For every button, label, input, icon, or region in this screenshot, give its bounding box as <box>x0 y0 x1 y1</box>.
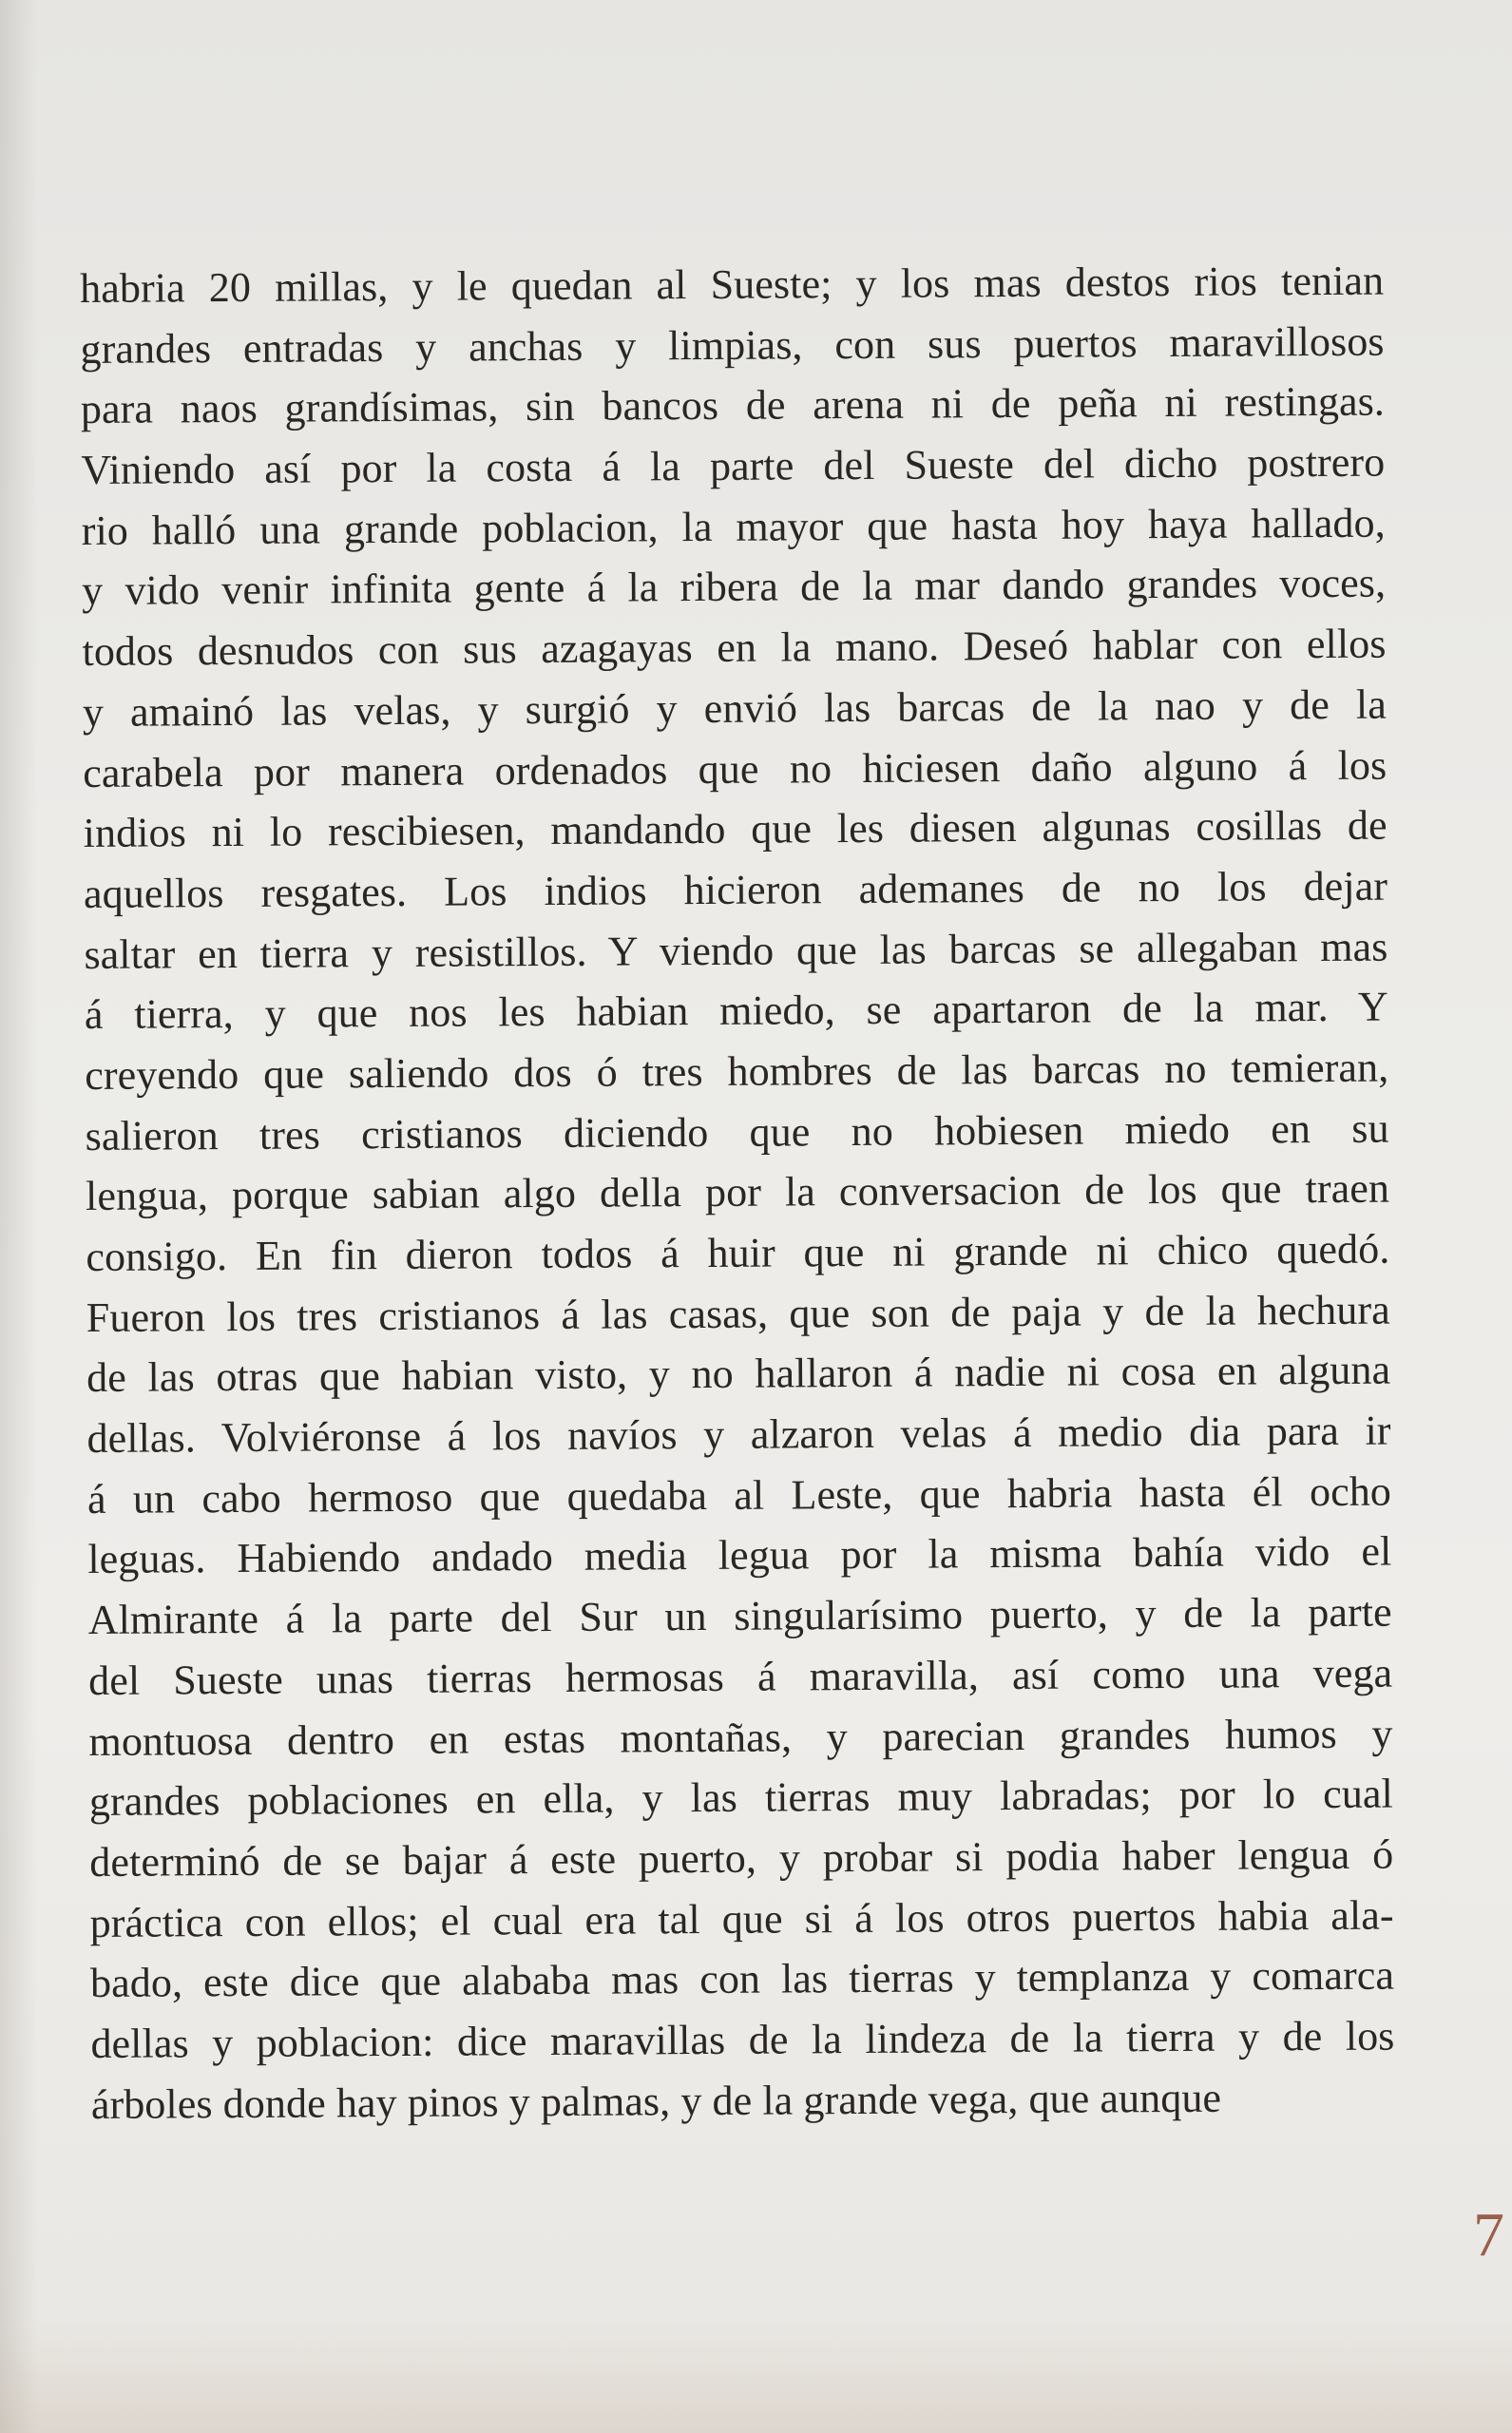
text-line: y vido venir infinita gente á la ribera de la mar dando grandes voces, <box>81 560 1387 615</box>
text-line: determinó de se bajar á este puerto, y probar si podia haber lengua ó <box>89 1830 1394 1886</box>
text-line: grandes entradas y anchas y limpias, con sus puertos maravillosos <box>80 317 1385 373</box>
text-line: creyendo que saliendo dos ó tres hombres de las barcas no temieran, <box>85 1044 1389 1099</box>
text-line: dellas y poblacion: dice maravillas de la lindeza de la tierra y de los <box>90 2012 1395 2067</box>
text-line: práctica con ellos; el cual era tal que si á los otros puertos habia ala- <box>89 1891 1394 1946</box>
text-line: salieron tres cristianos diciendo que no hobiesen miedo en su <box>85 1104 1389 1159</box>
text-line: todos desnudos con sus azagayas en la mano. Deseó hablar con ellos <box>82 620 1387 676</box>
text-line: grandes poblaciones en ella, y las tierras muy labradas; por lo cual <box>88 1770 1394 1826</box>
text-line: bado, este dice que alababa mas con las tierras y templanza y comarca <box>89 1951 1395 2007</box>
text-line: para naos grandísimas, sin bancos de arena ni de peña ni restingas. <box>80 377 1386 433</box>
text-line: Fueron los tres cristianos á las casas, que son de paja y de la hechura <box>86 1286 1390 1341</box>
text-line: rio halló una grande poblacion, la mayor que hasta hoy haya hallado, <box>81 499 1386 554</box>
text-line: leguas. Habiendo andado media legua por la misma bahía vido el <box>87 1528 1392 1583</box>
text-line: y amainó las velas, y surgió y envió las barcas de la nao y de la <box>82 680 1388 736</box>
text-line: montuosa dentro en estas montañas, y parecian grandes humos y <box>88 1710 1393 1765</box>
text-line: del Sueste unas tierras hermosas á maravilla, así como una vega <box>87 1649 1393 1704</box>
text-line: Almirante á la parte del Sur un singularísimo puerto, y de la parte <box>87 1588 1392 1644</box>
text-line: de las otras que habian visto, y no hallaron á nadie ni cosa en alguna <box>86 1346 1391 1402</box>
body-text <box>80 251 1395 2136</box>
page-edge-shadow <box>0 0 38 2433</box>
text-line: aquellos resgates. Los indios hicieron ademanes de no los dejar <box>83 862 1388 917</box>
text-line: á tierra, y que nos les habian miedo, se apartaron de la mar. Y <box>84 983 1388 1039</box>
page-number: 7 <box>1473 2200 1504 2270</box>
text-line: árboles donde hay pinos y palmas, y de la grande vega, que aunque <box>90 2074 1222 2128</box>
page-bottom-shade <box>0 2319 1512 2433</box>
text-line: dellas. Volviéronse á los navíos y alzaron velas á medio dia para ir <box>86 1407 1391 1463</box>
text-line: Viniendo así por la costa á la parte del Sueste del dicho postrero <box>81 438 1386 494</box>
text-line: carabela por manera ordenados que no hiciesen daño alguno á los <box>83 741 1388 796</box>
text-line: habria 20 millas, y le quedan al Sueste; y los mas destos rios tenian <box>80 257 1385 312</box>
text-line: saltar en tierra y resistillos. Y viendo que las barcas se allegaban mas <box>84 923 1388 978</box>
text-line: consigo. En fin dieron todos á huir que ni grande ni chico quedó. <box>86 1225 1390 1280</box>
text-line: lengua, porque sabian algo della por la conversacion de los que traen <box>85 1164 1390 1220</box>
text-line: indios ni lo rescibiesen, mandando que les diesen algunas cosillas de <box>83 801 1388 857</box>
text-line: á un cabo hermoso que quedaba al Leste, que habria hasta él ocho <box>86 1467 1392 1523</box>
